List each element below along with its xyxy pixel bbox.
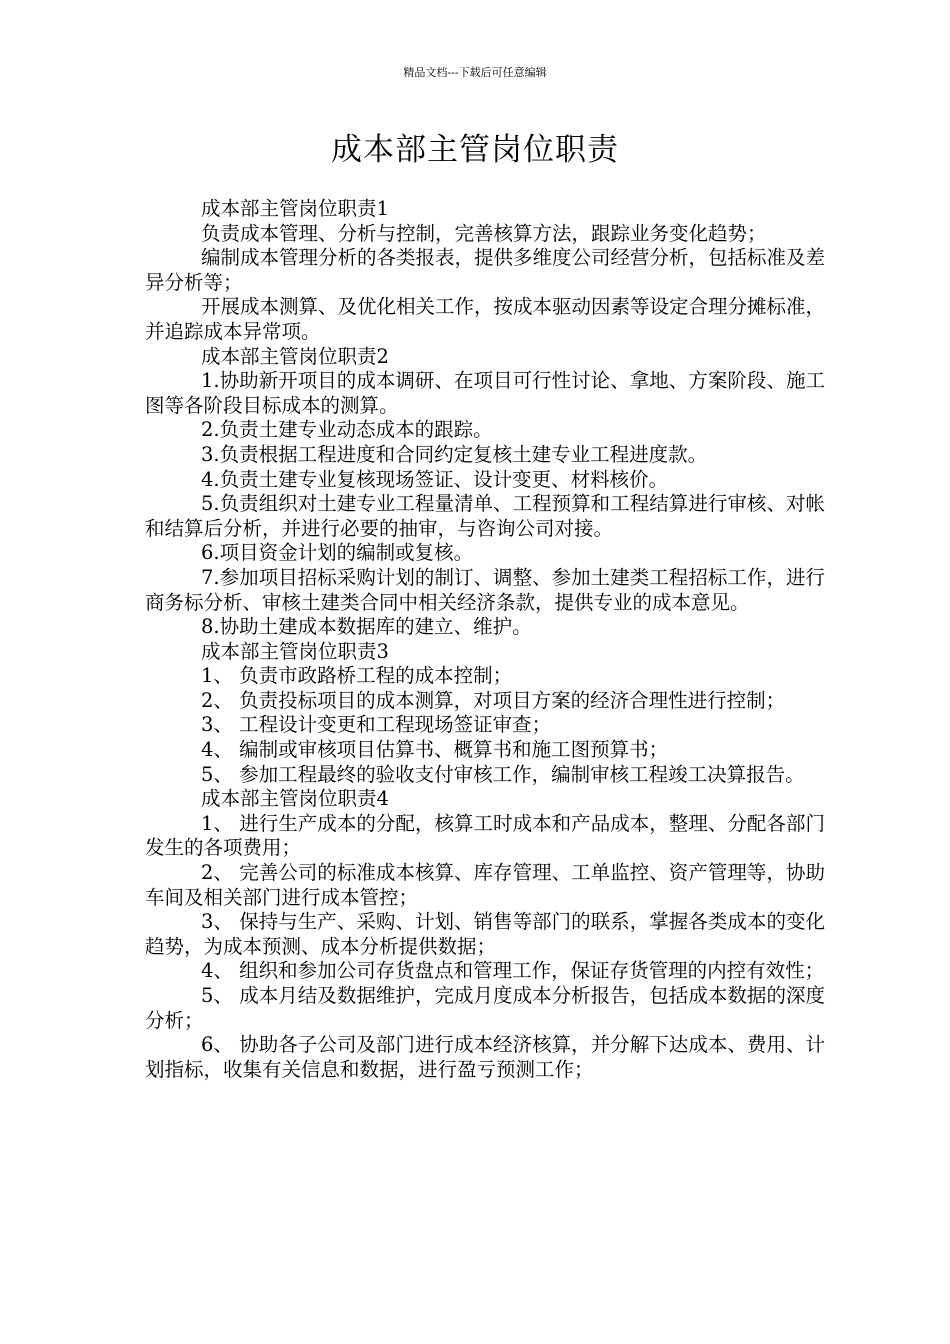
paragraph: 6、 协助各子公司及部门进行成本经济核算，并分解下达成本、费用、计划指标，收集有关信息和数据，进行盈亏预测工作； [145,1033,825,1081]
paragraph: 2.负责土建专业动态成本的跟踪。 [201,418,493,442]
section-heading: 成本部主管岗位职责3 [201,639,389,663]
paragraph: 5、 成本月结及数据维护，完成月度成本分析报告，包括成本数据的深度分析； [145,984,825,1032]
paragraph: 4、 组织和参加公司存货盘点和管理工作，保证存货管理的内控有效性； [201,959,825,983]
document-body [145,197,825,1082]
paragraph: 7.参加项目招标采购计划的制订、调整、参加土建类工程招标工作，进行商务标分析、审核土建类合同中相关经济条款，提供专业的成本意见。 [145,565,825,614]
paragraph: 8.协助土建成本数据库的建立、维护。 [201,615,532,639]
paragraph: 2、 负责投标项目的成本测算，对项目方案的经济合理性进行控制； [201,688,786,712]
paragraph: 编制成本管理分析的各类报表，提供多维度公司经营分析，包括标准及差异分析等； [145,246,826,294]
paragraph: 1.协助新开项目的成本调研、在项目可行性讨论、拿地、方案阶段、施工图等各阶段目标成本的测算。 [145,369,825,417]
section-heading: 成本部主管岗位职责1 [201,197,389,220]
paragraph: 3.负责根据工程进度和合同约定复核土建专业工程进度款。 [201,442,708,466]
paragraph: 3、 保持与生产、采购、计划、销售等部门的联系，掌握各类成本的变化趋势，为成本预测、成本分析提供数据； [145,910,825,958]
paragraph: 4.负责土建专业复核现场签证、设计变更、材料核价。 [201,467,669,491]
paragraph: 2、 完善公司的标准成本核算、库存管理、工单监控、资产管理等，协助车间及相关部门进行成本管控； [145,861,825,909]
paragraph: 开展成本测算、及优化相关工作，按成本驱动因素等设定合理分摊标准，并追踪成本异常项。 [145,295,826,343]
paragraph: 1、 进行生产成本的分配，核算工时成本和产品成本，整理、分配各部门发生的各项费用； [145,811,825,860]
header-note: 精品文档---下载后可任意编辑 [403,66,547,79]
section-heading: 成本部主管岗位职责4 [201,787,389,811]
document-title: 成本部主管岗位职责 [331,132,619,168]
paragraph: 3、 工程设计变更和工程现场签证审查； [201,713,552,737]
paragraph: 6.项目资金计划的编制或复核。 [201,541,474,565]
paragraph: 5.负责组织对土建专业工程量清单、工程预算和工程结算进行审核、对帐和结算后分析，并进行必要的抽审，与咨询公司对接。 [145,492,825,540]
paragraph: 4、 编制或审核项目估算书、概算书和施工图预算书； [201,738,669,762]
section-heading: 成本部主管岗位职责2 [201,344,389,368]
paragraph: 5、 参加工程最终的验收支付审核工作，编制审核工程竣工决算报告。 [201,762,805,786]
paragraph: 负责成本管理、分析与控制，完善核算方法，跟踪业务变化趋势； [201,221,767,245]
paragraph: 1、 负责市政路桥工程的成本控制； [201,664,513,688]
